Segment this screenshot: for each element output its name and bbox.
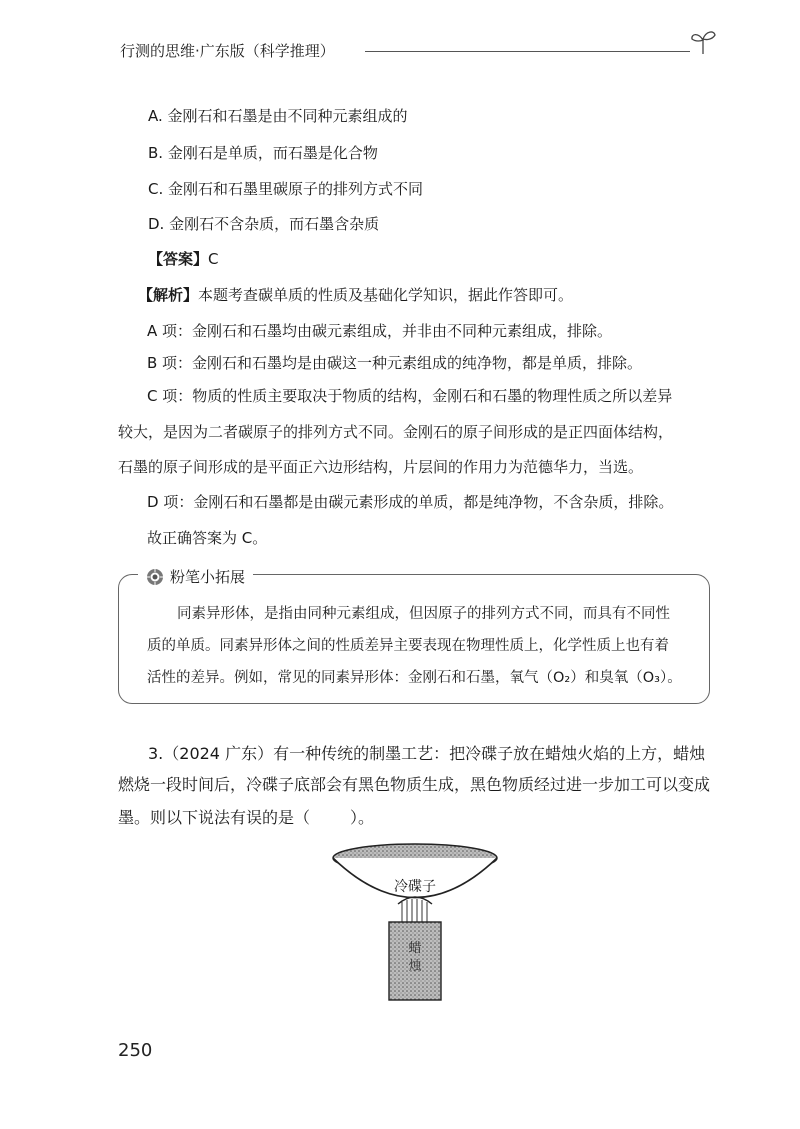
question-line-3-start: 墨。则以下说法有误的是（ [118,808,311,827]
tip-header [138,566,253,587]
analysis-c: C 项：物质的性质主要取决于物质的结构，金刚石和石墨的物理性质之所以差异 [147,387,673,405]
analysis-conclusion: 故正确答案为 C。 [147,529,268,547]
answer-value: C [208,250,219,268]
dish-label: 冷碟子 [394,879,436,895]
option-b: B. 金刚石是单质，而石墨是化合物 [148,144,378,162]
header-title: 行测的思维·广东版（科学推理） [120,42,335,60]
candle-label-char: 蜡 [408,941,422,956]
candle-dish-figure [330,842,500,1002]
analysis-c-cont1: 较大，是因为二者碳原子的排列方式不同。金刚石的原子间形成的是正四面体结构， [118,423,674,441]
question-line-3 [118,805,374,828]
option-d: D. 金刚石不含杂质，而石墨含杂质 [148,215,380,233]
chalk-icon [146,568,164,586]
answer-label: 【答案】 [148,250,209,268]
question-line-3-end: ）。 [350,808,375,827]
analysis-b: B 项：金刚石和石墨均是由碳这一种元素组成的纯净物，都是单质，排除。 [147,354,643,372]
tip-line-1: 同素异形体，是指由同种元素组成，但因原子的排列方式不同，而具有不同性 [177,606,670,622]
flame-lines [402,899,427,922]
tip-line-2: 质的单质。同素异形体之间的性质差异主要表现在物理性质上，化学性质上也有着 [147,638,669,654]
page-number: 250 [118,1040,153,1061]
answer-line [148,248,219,269]
analysis-a: A 项：金刚石和石墨均由碳元素组成，并非由不同种元素组成，排除。 [147,322,613,340]
tip-line-3: 活性的差异。例如，常见的同素异形体：金刚石和石墨，氧气（O₂）和臭氧（O₃）。 [147,670,682,686]
tip-title: 粉笔小拓展 [170,568,246,586]
analysis-c-cont2: 石墨的原子间形成的是平面正六边形结构，片层间的作用力为范德华力，当选。 [118,458,644,476]
page-header [120,38,720,68]
question-line-2: 燃烧一段时间后，冷碟子底部会有黑色物质生成，黑色物质经过进一步加工可以变成 [118,775,711,794]
candle-label-char: 烛 [408,959,422,974]
analysis-label: 【解析】 [138,286,199,304]
option-a: A. 金刚石和石墨是由不同种元素组成的 [148,107,408,125]
analysis-intro: 本题考查碳单质的性质及基础化学知识，据此作答即可。 [198,286,574,304]
analysis-line [138,284,573,305]
question-line-1: 3.（2024 广东）有一种传统的制墨工艺：把冷碟子放在蜡烛火焰的上方，蜡烛 [148,744,706,763]
sprout-icon [688,26,718,56]
figure-drawing [330,842,500,1002]
header-rule [365,51,690,52]
analysis-d: D 项：金刚石和石墨都是由碳元素形成的单质，都是纯净物，不含杂质，排除。 [147,493,674,511]
option-c: C. 金刚石和石墨里碳原子的排列方式不同 [148,180,424,198]
